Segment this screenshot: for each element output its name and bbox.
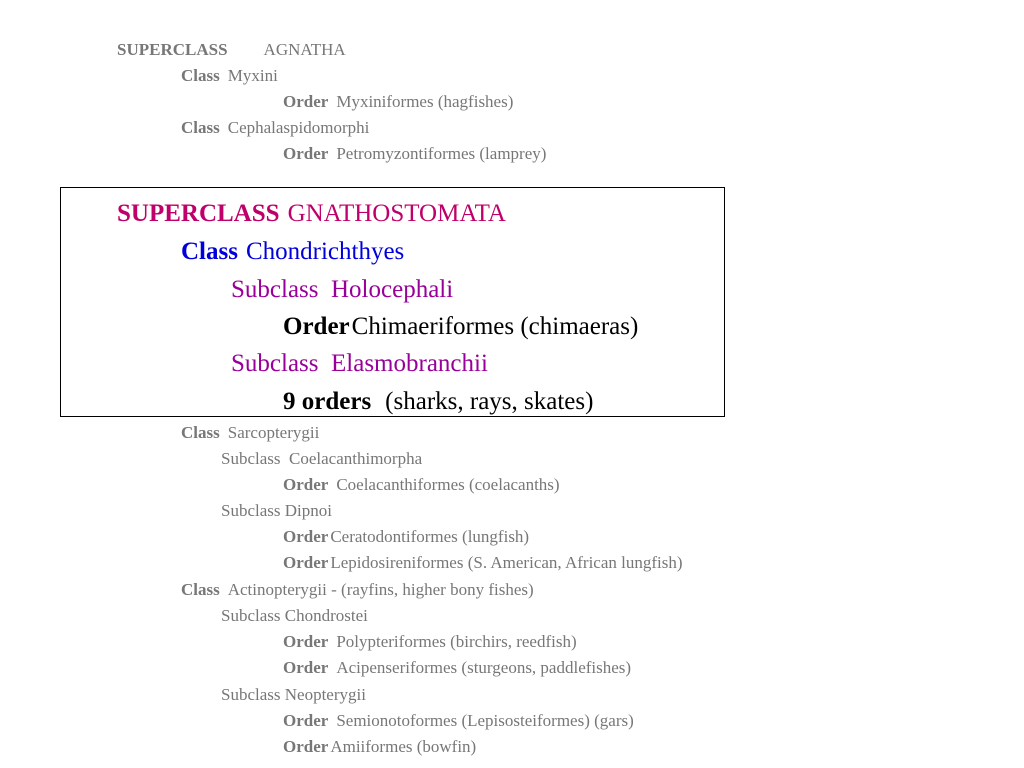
orders-name: (sharks, rays, skates): [385, 388, 594, 415]
order-name: Amiiformes (bowfin): [330, 737, 477, 756]
order-acipenseriformes: [283, 658, 631, 678]
order-name: Coelacanthiformes (coelacanths): [336, 475, 560, 494]
superclass-label: SUPERCLASS: [117, 200, 280, 227]
order-label: Order: [283, 92, 329, 111]
superclass-gnathostomata: [117, 199, 506, 229]
class-label: Class: [181, 423, 220, 442]
class-cephalaspidomorphi: [181, 118, 369, 138]
order-label: Order: [283, 144, 329, 163]
class-name: Chondrichthyes: [245, 238, 405, 265]
orders-label: 9 orders: [283, 388, 372, 415]
class-name: Actinopterygii - (rayfins, higher bony fishes): [227, 580, 534, 599]
order-name: Semionotoformes (Lepisosteiformes) (gars): [336, 711, 634, 730]
order-chimaeriformes: [283, 312, 638, 342]
class-label: Class: [181, 238, 238, 265]
subclass-neopterygii: Subclass Neopterygii: [221, 685, 366, 704]
subclass-coelacanthimorpha: Subclass Coelacanthimorpha: [221, 449, 423, 468]
superclass-name: GNATHOSTOMATA: [287, 200, 506, 227]
class-myxini: [181, 66, 278, 86]
order-label: Order: [283, 737, 329, 756]
superclass-name: AGNATHA: [263, 40, 346, 59]
class-label: Class: [181, 66, 220, 85]
order-lepidosireniformes: [283, 553, 683, 573]
superclass-agnatha: [117, 40, 346, 60]
order-ceratodontiformes: [283, 527, 529, 547]
subclass-holocephali: Subclass Holocephali: [231, 276, 454, 303]
order-polypteriformes: [283, 632, 577, 652]
order-label: Order: [283, 632, 329, 651]
order-label: Order: [283, 711, 329, 730]
class-actinopterygii: [181, 580, 534, 600]
order-name: Polypteriformes (birchirs, reedfish): [336, 632, 577, 651]
subclass-chondrostei: Subclass Chondrostei: [221, 606, 368, 625]
order-name: Acipenseriformes (sturgeons, paddlefishes): [336, 658, 632, 677]
class-name: Cephalaspidomorphi: [227, 118, 370, 137]
order-label: Order: [283, 553, 329, 572]
order-myxiniformes: [283, 92, 513, 112]
order-name: Petromyzontiformes (lamprey): [336, 144, 547, 163]
class-label: Class: [181, 118, 220, 137]
class-label: Class: [181, 580, 220, 599]
subclass-dipnoi: Subclass Dipnoi: [221, 501, 332, 520]
order-label: Order: [283, 313, 350, 340]
order-name: Chimaeriformes (chimaeras): [351, 313, 639, 340]
order-petromyzontiformes: [283, 144, 546, 164]
nine-orders: [283, 387, 593, 417]
superclass-label: SUPERCLASS: [117, 40, 228, 59]
order-label: Order: [283, 658, 329, 677]
order-label: Order: [283, 527, 329, 546]
subclass-elasmobranchii: Subclass Elasmobranchii: [231, 350, 488, 377]
order-name: Myxiniformes (hagfishes): [336, 92, 514, 111]
class-chondrichthyes: [181, 237, 404, 267]
class-name: Myxini: [227, 66, 278, 85]
order-amiiformes: [283, 737, 476, 757]
order-name: Lepidosireniformes (S. American, African lungfish): [330, 553, 683, 572]
order-name: Ceratodontiformes (lungfish): [330, 527, 530, 546]
class-sarcopterygii: [181, 423, 319, 443]
order-coelacanthiformes: [283, 475, 560, 495]
order-label: Order: [283, 475, 329, 494]
class-name: Sarcopterygii: [227, 423, 320, 442]
order-semionotoformes: [283, 711, 634, 731]
